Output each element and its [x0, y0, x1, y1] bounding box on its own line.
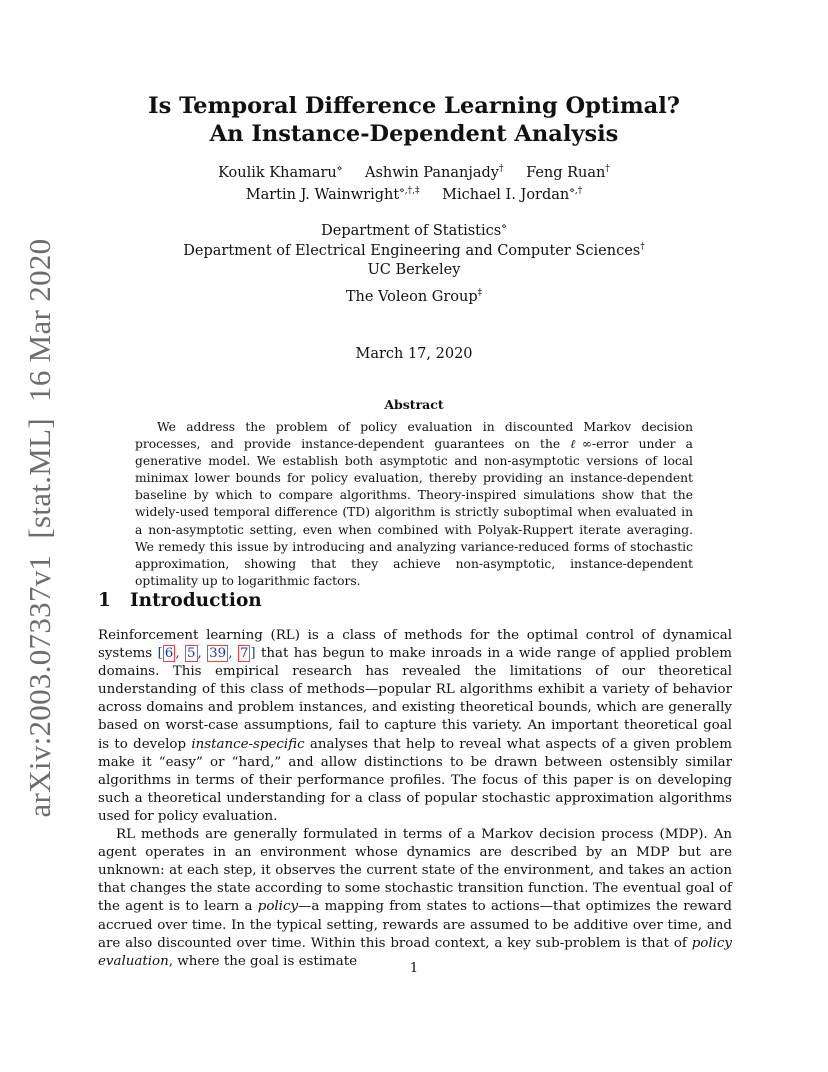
- citation-link[interactable]: 39: [209, 646, 227, 662]
- arxiv-date: 16 Mar 2020: [22, 238, 57, 402]
- section-heading: [98, 590, 262, 611]
- paper-date: March 17, 2020: [355, 346, 473, 362]
- affiliation-eecs: Department of Electrical Engineering and Computer Sciences†: [183, 241, 645, 259]
- page-number: 1: [409, 961, 419, 976]
- arxiv-id: arXiv:2003.07337v1: [22, 554, 57, 818]
- section-number: 1: [98, 590, 111, 611]
- section-title: Introduction: [130, 590, 262, 611]
- abstract-heading: Abstract: [384, 397, 444, 412]
- author-row-1: [0, 162, 828, 184]
- arxiv-category: [stat.ML]: [22, 417, 57, 539]
- author-row-2: [0, 184, 828, 206]
- title-line-2: An Instance-Dependent Analysis: [209, 121, 619, 147]
- emphasis: policy evaluation: [98, 935, 732, 969]
- affiliation-university: UC Berkeley: [367, 262, 461, 278]
- abstract-text: We address the problem of policy evaluation in discounted Markov decision processes, and provide instance-dependent guarantees on the ℓ∞-error under a generative model. We establish both asymptotic and non-asymptotic versions of local minimax lower bounds for policy evaluation, thereby providing an instance-dependent baseline by which to compare algorithms. Theory-inspired simulations show that the widely-used temporal difference (TD) algorithm is strictly suboptimal when evaluated in a non-asymptotic setting, even when combined with Polyak-Ruppert iterate averaging. We remedy this issue by introducing and analyzing variance-reduced forms of stochastic approximation, showing that they achieve non-asymptotic, instance-dependent optimality up to logarithmic factors.: [135, 420, 693, 588]
- affiliation-stats: Department of Statistics⋄: [321, 222, 507, 239]
- author: Koulik Khamaru⋄: [218, 164, 343, 181]
- citation-link[interactable]: 6: [164, 646, 174, 662]
- title-line-1: Is Temporal Difference Learning Optimal?: [148, 93, 680, 119]
- arxiv-sidebar-stamp: [22, 223, 58, 818]
- emphasis: instance-specific: [191, 736, 305, 752]
- author: Michael I. Jordan⋄,†: [442, 186, 583, 203]
- affiliations: [0, 222, 828, 281]
- affiliation-voleon: The Voleon Group‡: [345, 288, 483, 305]
- paragraph: RL methods are generally formulated in terms of a Markov decision process (MDP). An agent operates in an environment whose dynamics are described by an MDP but are unknown: at each step, it observes the current state of the environment, and takes an action that changes the state according to some stochastic transition function. The eventual goal of the agent is to learn a policy—a mapping from states to actions—that optimizes the reward accrued over time. In the typical setting, rewards are assumed to be additive over time, and are also discounted over time. Within this broad context, a key sub-problem is that of policy evaluation, where the goal is estimate: [98, 827, 732, 969]
- citation-link[interactable]: 7: [239, 646, 249, 662]
- paper-title: [0, 92, 828, 148]
- citation-group: [ 6 , 5 , 39 , 7 ]: [157, 646, 256, 662]
- emphasis: policy: [257, 899, 299, 915]
- citation-link[interactable]: 5: [186, 646, 196, 662]
- math-l-infinity: ℓ∞: [570, 437, 592, 452]
- author: Feng Ruan†: [526, 164, 610, 181]
- author-list: [0, 162, 828, 206]
- paragraph: Reinforcement learning (RL) is a class of methods for the optimal control of dynamical systems [ 6 , 5 , 39 , 7 ] that has begun to make inroads in a wide range of applied problem domains. This empirical research has revealed the limitations of our theoretical understanding of this class of methods—popular RL algorithms exhibit a variety of behavior across domains and problem instances, and existing theoretical bounds, which are generally based on worst-case assumptions, fail to capture this variety. An important theoretical goal is to develop instance-specific analyses that help to reveal what aspects of a given problem make it “easy” or “hard,” and allow distinctions to be drawn between ostensibly similar algorithms in terms of their performance profiles. The focus of this paper is on developing such a theoretical understanding for a class of popular stochastic approximation algorithms used for policy evaluation.: [98, 628, 732, 824]
- author: Ashwin Pananjady†: [365, 164, 504, 181]
- body-text: [98, 627, 732, 971]
- author: Martin J. Wainwright⋄,†,‡: [245, 186, 420, 203]
